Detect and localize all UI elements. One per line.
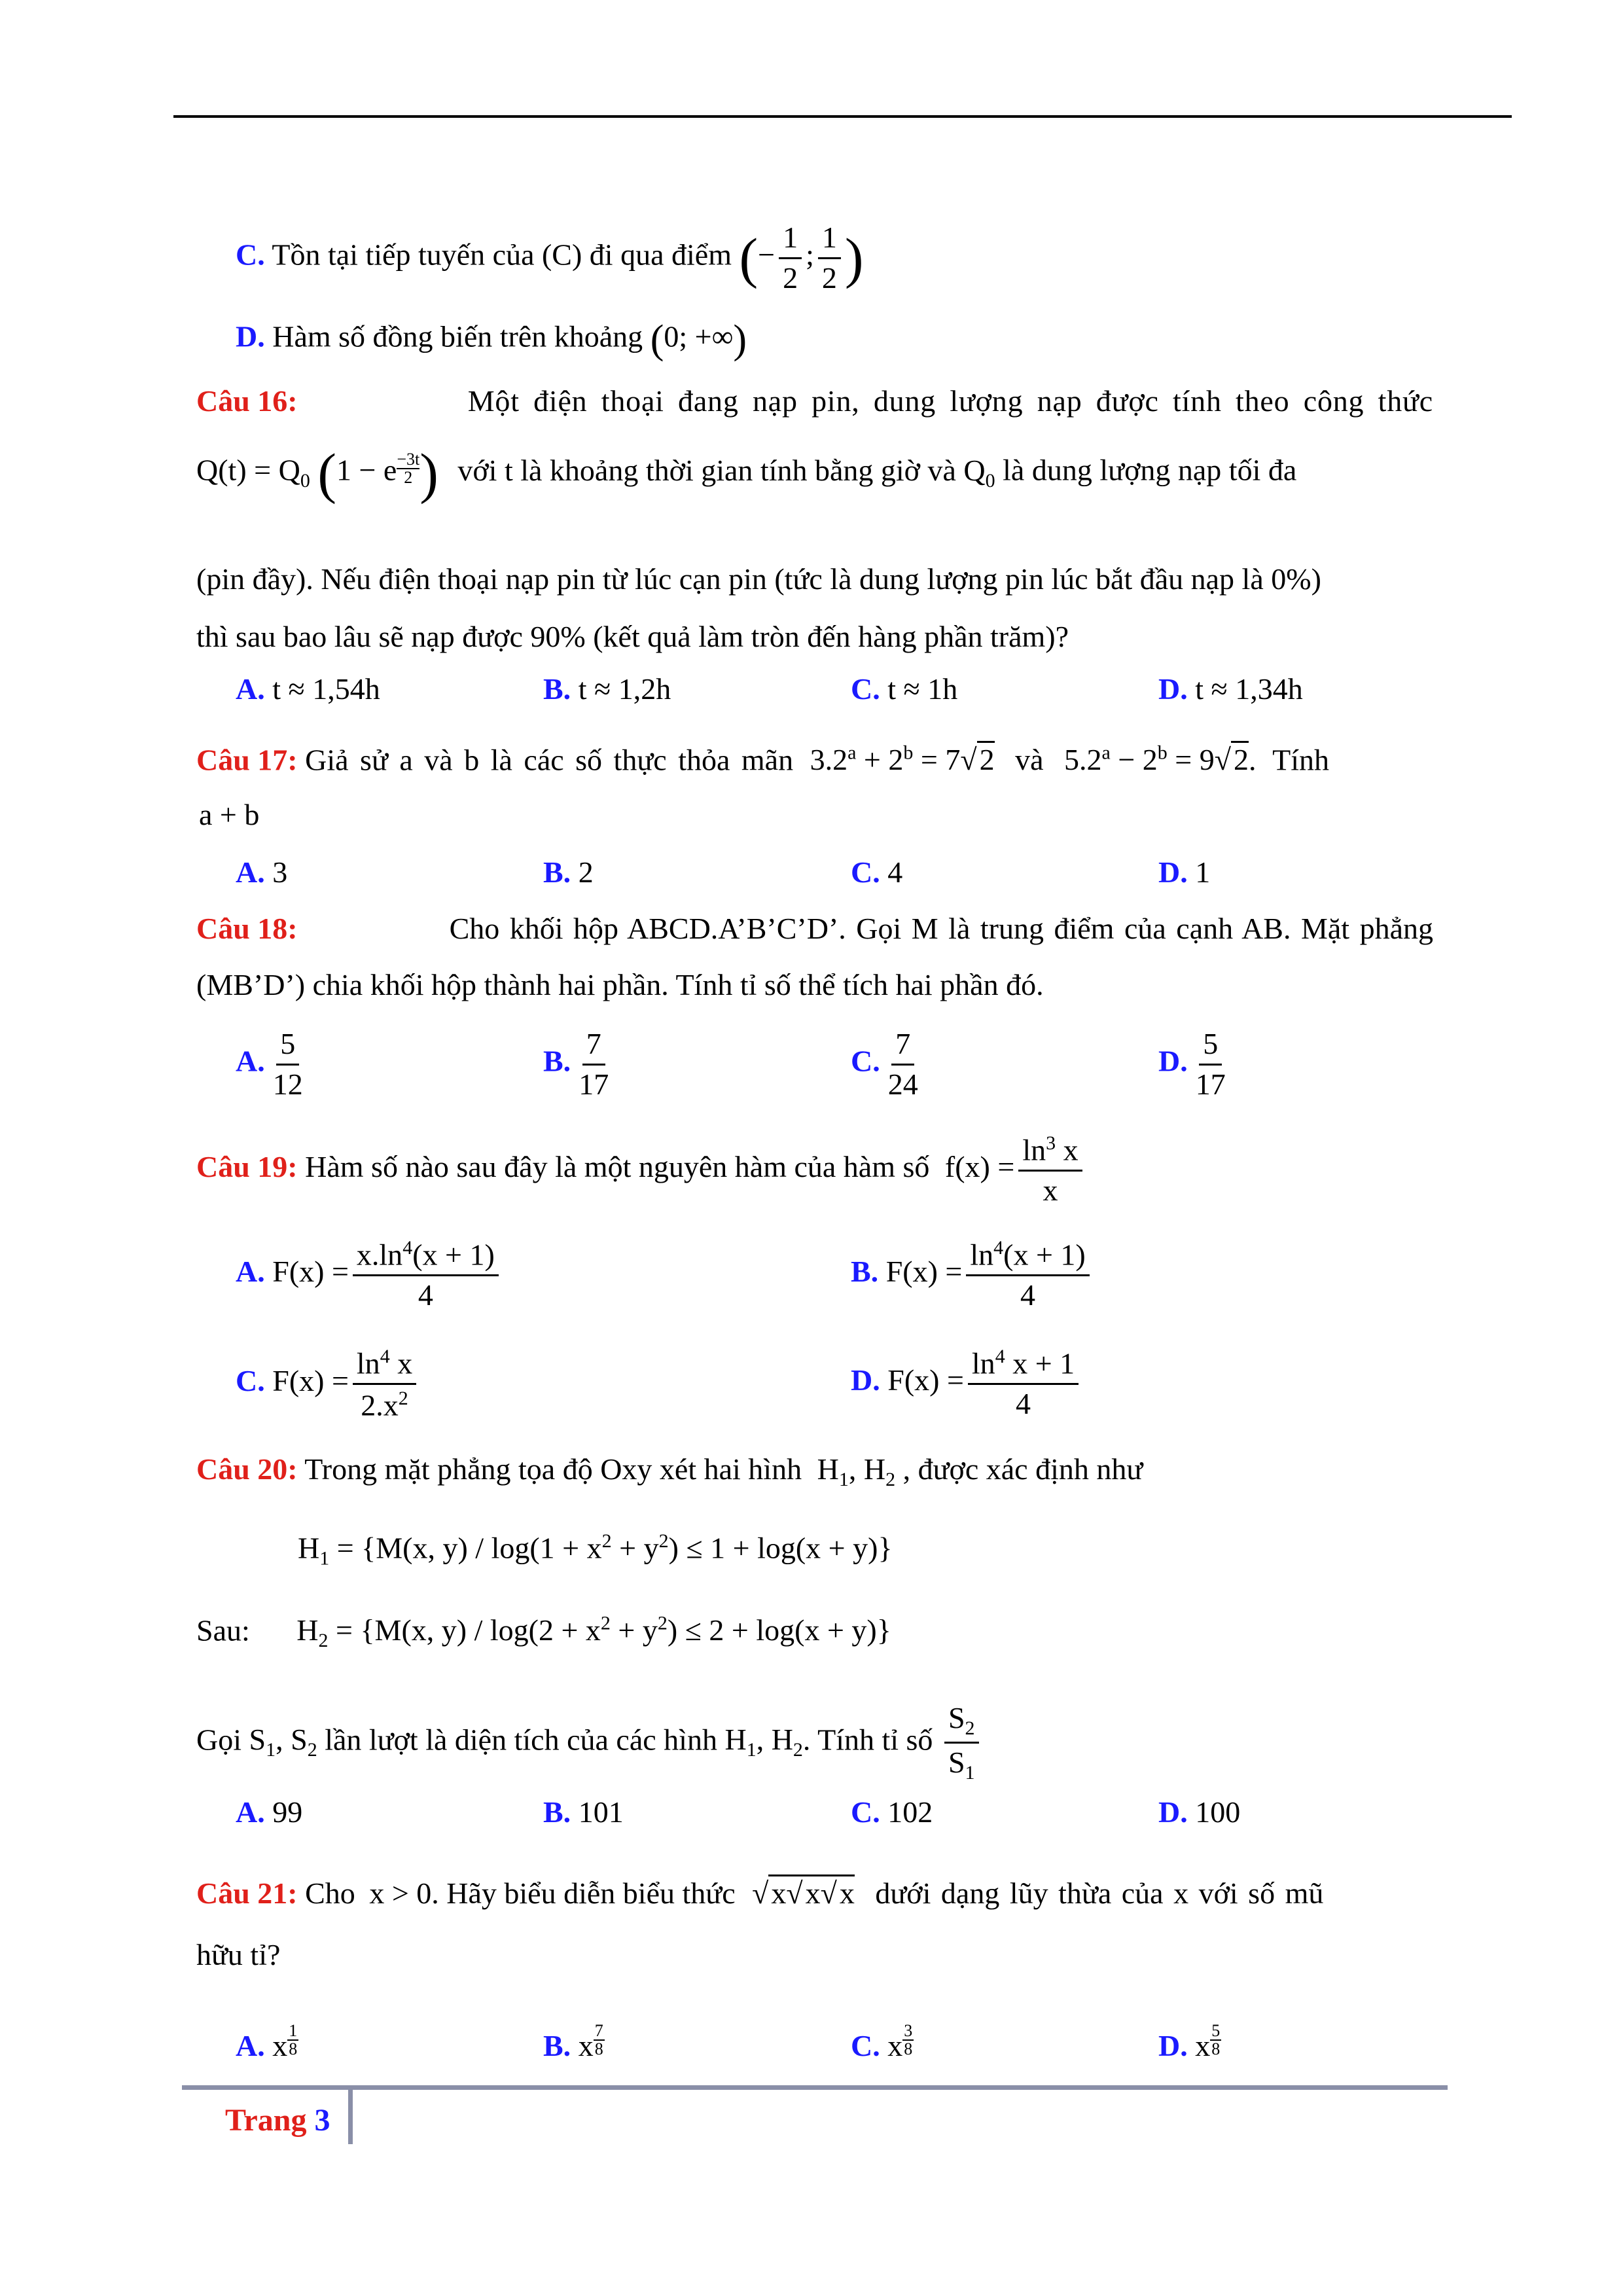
- q19-option-b: B. F(x) = $\frac{\ln^4(x + 1)}{4}$: [851, 1237, 1094, 1312]
- q21-line1: Câu 21: Cho x > 0. Hãy biểu diễn biểu thức √x√x√x dưới dạng lũy thừa của x với số mũ: [196, 1878, 1323, 1909]
- q18-line1: Câu 18: Cho khối hộp ABCD.A’B’C’D’. Gọi M là trung điểm của cạnh AB. Mặt phẳng: [196, 912, 1433, 945]
- page-number: Trang 3: [225, 2103, 330, 2138]
- q17-option-c: C. 4: [851, 855, 903, 889]
- q20-option-d: D. 100: [1158, 1795, 1241, 1829]
- q18-option-c: C. $\frac{7}{24}$: [851, 1027, 918, 1101]
- q15-option-d: D. Hàm số đồng biến trên khoảng (0; +∞): [236, 317, 747, 362]
- footer-divider: [348, 2088, 353, 2144]
- q18-option-b: B. $\frac{7}{17}$: [543, 1027, 609, 1101]
- q20-option-c: C. 102: [851, 1795, 933, 1829]
- question-label: Câu 19:: [196, 1149, 298, 1183]
- q20-line1: Câu 20: Trong mặt phẳng tọa độ Oxy xét hai hình $H_1$, $H_2$ , được xác định như: [196, 1452, 1143, 1491]
- q21-line2: hữu tỉ?: [196, 1938, 281, 1971]
- q17-line2: a + b: [199, 798, 260, 831]
- q16-option-a: A. t ≈ 1,54h: [236, 672, 380, 706]
- question-label: Câu 17:: [196, 743, 298, 777]
- q18-line2: (MB’D’) chia khối hộp thành hai phần. Tính tỉ số thể tích hai phần đó.: [196, 968, 1044, 1001]
- fraction: $\frac{1}{2}$: [818, 221, 841, 295]
- q20-option-a: A. 99: [236, 1795, 303, 1829]
- q18-option-a: A. $\frac{5}{12}$: [236, 1027, 303, 1101]
- header-rule: [173, 115, 1512, 118]
- q15-option-c: C. Tồn tại tiếp tuyến của (C) đi qua điểm (− $\frac{1}{2}$ ; $\frac{1}{2}$ ): [236, 221, 864, 295]
- q21-option-d: D. x $^{\frac{5}{8}}$: [1158, 2021, 1221, 2062]
- q16-option-c: C. t ≈ 1h: [851, 672, 958, 706]
- q16-formula-line: $Q(t) = Q_0$ (1 − e $^{\frac{-3t}{2}}$ ) với t là khoảng thời gian tính bằng giờ và $Q_0$ là dung lượng nạp tối đa: [196, 442, 1297, 505]
- question-label: Câu 21:: [196, 1876, 298, 1910]
- fraction: $\frac{1}{2}$: [779, 221, 802, 295]
- q16-line3: (pin đầy). Nếu điện thoại nạp pin từ lúc cạn pin (tức là dung lượng pin lúc bắt đầu nạp là 0%): [196, 562, 1321, 596]
- nested-root-expression: √x√x√x: [752, 1876, 855, 1910]
- q16-option-d: D. t ≈ 1,34h: [1158, 672, 1303, 706]
- question-label: Câu 20:: [196, 1452, 298, 1486]
- q16-line1: Câu 16: Một điện thoại đang nạp pin, dung lượng nạp được tính theo công thức: [196, 384, 1433, 418]
- q20-line-goi: Gọi $S_1$, $S_2$ lần lượt là diện tích của các hình $H_1$, $H_2$. Tính tỉ số $\frac{S_2}{S_1}$: [196, 1702, 983, 1784]
- q21-option-c: C. x $^{\frac{3}{8}}$: [851, 2021, 913, 2062]
- question-label: Câu 18:: [196, 912, 298, 945]
- q17-option-b: B. 2: [543, 855, 594, 889]
- q21-option-b: B. x $^{\frac{7}{8}}$: [543, 2021, 603, 2062]
- q18-option-d: D. $\frac{5}{17}$: [1158, 1027, 1226, 1101]
- q19-option-a: A. F(x) = $\frac{x.\ln^4(x + 1)}{4}$: [236, 1237, 503, 1312]
- q19-option-c: C. F(x) = $\frac{\ln^4 x}{2.x^2}$: [236, 1346, 420, 1422]
- q21-option-a: A. x $^{\frac{1}{8}}$: [236, 2021, 298, 2062]
- q20-h1-definition: $H_1 = \{M(x$, $y) / \log(1 + x^2 + y^2) \le 1 + \log(x + y)$}: [298, 1530, 893, 1570]
- q16-option-b: B. t ≈ 1,2h: [543, 672, 671, 706]
- q20-h2-definition: Sau: $H_2 = \{M(x$, $y) / \log(2 + x^2 + y^2) \le 2 + \log(x + y)$}: [196, 1613, 891, 1652]
- q20-option-b: B. 101: [543, 1795, 624, 1829]
- q19-option-d: D. F(x) = $\frac{\ln^4 x + 1}{4}$: [851, 1346, 1082, 1421]
- q17-option-a: A. 3: [236, 855, 288, 889]
- q17-line1: Câu 17: Giả sử a và b là các số thực thỏa mãn $3.2^a + 2^b = 7√2$ và $5.2^a - 2^b = 9√2$. Tính: [196, 742, 1330, 777]
- q17-option-d: D. 1: [1158, 855, 1211, 889]
- question-label: Câu 16:: [196, 384, 298, 418]
- footer-rule: [182, 2085, 1448, 2090]
- q19-line: Câu 19: Hàm số nào sau đây là một nguyên hàm của hàm số f(x) = $\frac{\ln^3 x}{x}$: [196, 1132, 1086, 1208]
- q16-line4: thì sau bao lâu sẽ nạp được 90% (kết quả làm tròn đến hàng phần trăm)?: [196, 620, 1069, 653]
